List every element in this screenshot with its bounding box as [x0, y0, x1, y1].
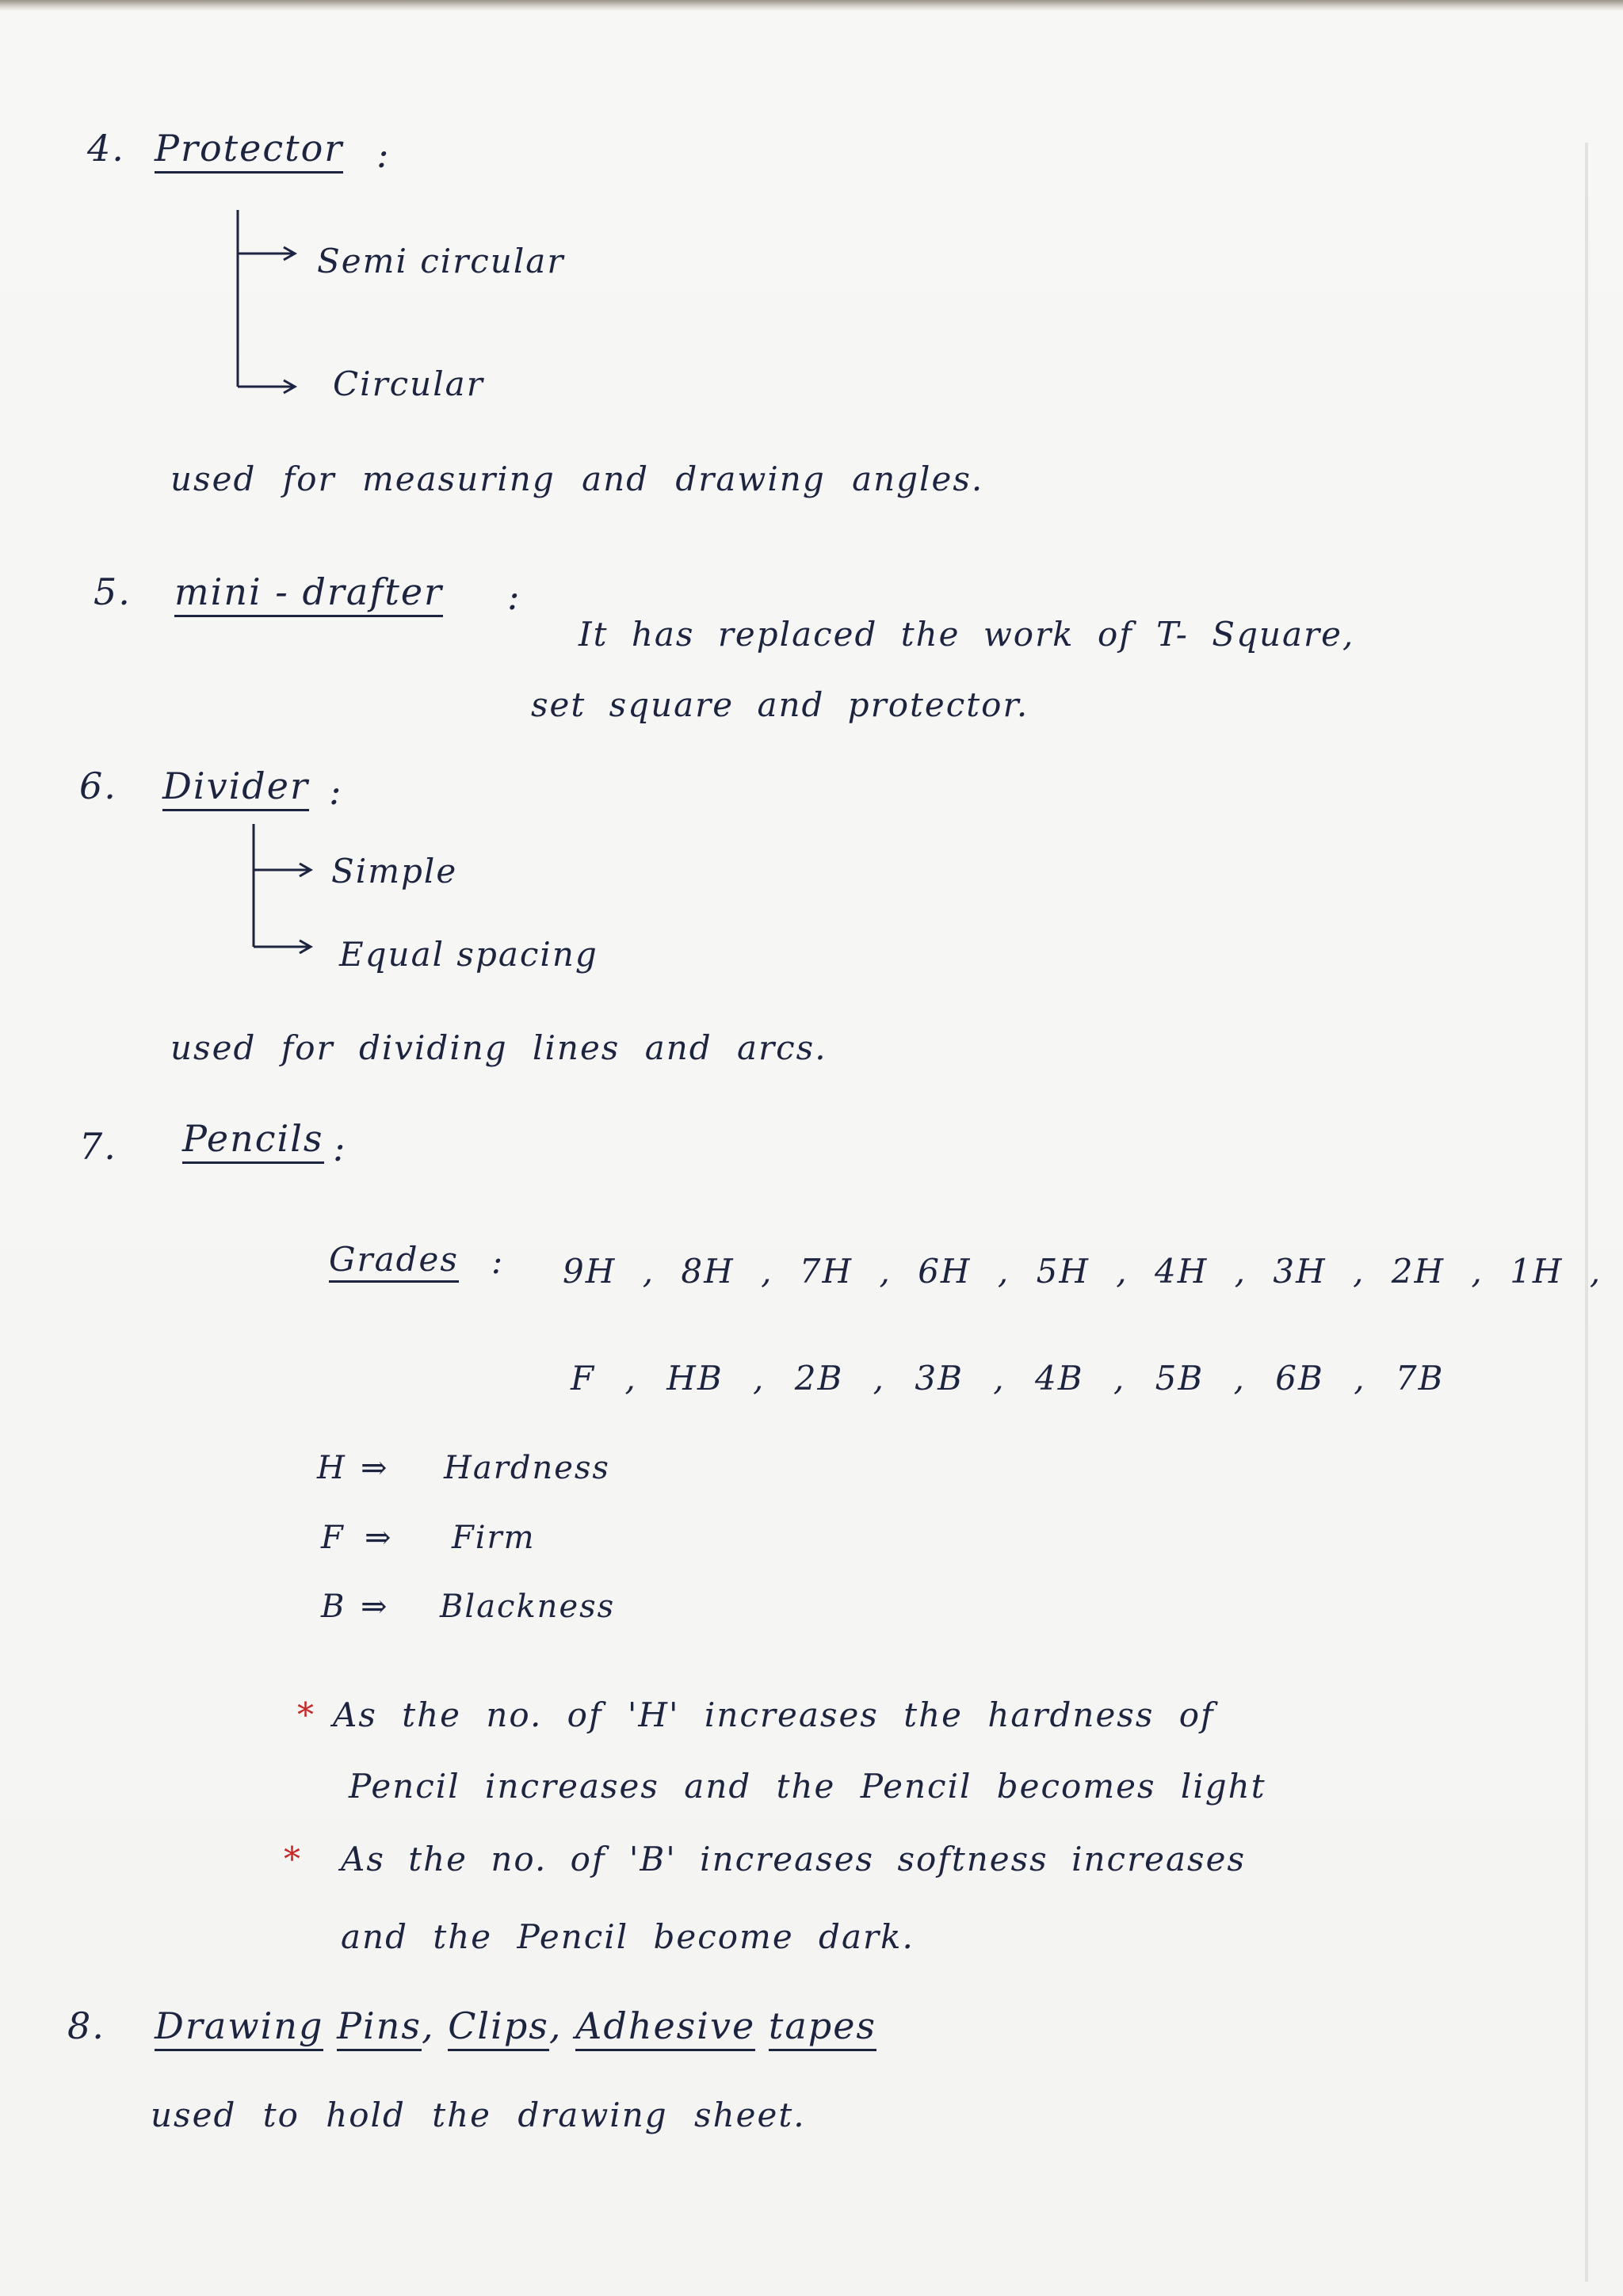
note-2-line-2: and the Pencil become dark. — [341, 1917, 915, 1956]
pins-title-drawing: Drawing — [155, 2004, 323, 2051]
pencils-colon: : — [333, 1127, 347, 1169]
grades-row-2: F , HB , 2B , 3B , 4B , 5B , 6B , 7B — [571, 1359, 1445, 1398]
protractor-number: 4. — [87, 127, 125, 170]
pins-title-tapes: tapes — [769, 2004, 876, 2051]
note-1-line-1: As the no. of 'H' increases the hardness of — [333, 1695, 1215, 1734]
grades-row-1: 9H , 8H , 7H , 6H , 5H , 4H , 3H , 2H , 1H , — [563, 1252, 1602, 1291]
pins-use: used to hold the drawing sheet. — [151, 2096, 806, 2134]
pins-title-clips: Clips — [448, 2004, 549, 2051]
divider-type-simple: Simple — [331, 852, 458, 891]
note-2-line-1: As the no. of 'B' increases softness increases — [341, 1840, 1247, 1878]
legend-meaning-blackness: Blackness — [440, 1589, 616, 1625]
legend-arrow-h: ⇒ — [361, 1450, 389, 1486]
note-1-star: * — [297, 1695, 315, 1734]
divider-type-equal-spacing: Equal spacing — [339, 935, 598, 974]
legend-meaning-firm: Firm — [452, 1520, 536, 1556]
pins-sep-2: , — [548, 2004, 563, 2047]
pins-number: 8. — [67, 2004, 105, 2047]
legend-arrow-b: ⇒ — [361, 1589, 389, 1625]
protractor-colon: : — [376, 133, 391, 176]
pins-title-pins: Pins — [337, 2004, 422, 2051]
mini-drafter-title: mini - drafter — [174, 570, 443, 617]
protractor-type-semicircular: Semi circular — [317, 242, 565, 280]
protractor-type-circular: Circular — [333, 364, 484, 403]
pins-title-adhesive: Adhesive — [575, 2004, 755, 2051]
grades-label-text: Grades — [329, 1240, 459, 1283]
mini-drafter-desc-2: set square and protector. — [531, 685, 1029, 724]
pencils-number: 7. — [79, 1125, 117, 1168]
divider-title: Divider — [162, 765, 309, 811]
divider-number: 6. — [79, 765, 117, 807]
legend-meaning-hardness: Hardness — [444, 1450, 610, 1486]
note-1-line-2: Pencil increases and the Pencil becomes light — [349, 1767, 1266, 1806]
protractor-title: Protector — [155, 127, 343, 174]
legend-arrow-f: ⇒ — [365, 1520, 393, 1556]
pins-sep-1: , — [421, 2004, 435, 2047]
protractor-use: used for measuring and drawing angles. — [170, 460, 984, 498]
legend-key-h: H — [317, 1450, 346, 1486]
pencils-title: Pencils — [182, 1117, 324, 1164]
mini-drafter-colon: : — [507, 575, 521, 618]
pins-title — [155, 2004, 876, 2047]
legend-key-f: F — [321, 1520, 345, 1556]
grades-colon: : — [491, 1242, 505, 1281]
note-2-star: * — [284, 1840, 302, 1878]
divider-use: used for dividing lines and arcs. — [170, 1028, 827, 1067]
divider-colon: : — [329, 770, 343, 813]
legend-key-b: B — [321, 1589, 346, 1625]
mini-drafter-number: 5. — [94, 570, 132, 613]
grades-label — [329, 1240, 459, 1279]
mini-drafter-desc-1: It has replaced the work of T- Square, — [579, 615, 1355, 654]
